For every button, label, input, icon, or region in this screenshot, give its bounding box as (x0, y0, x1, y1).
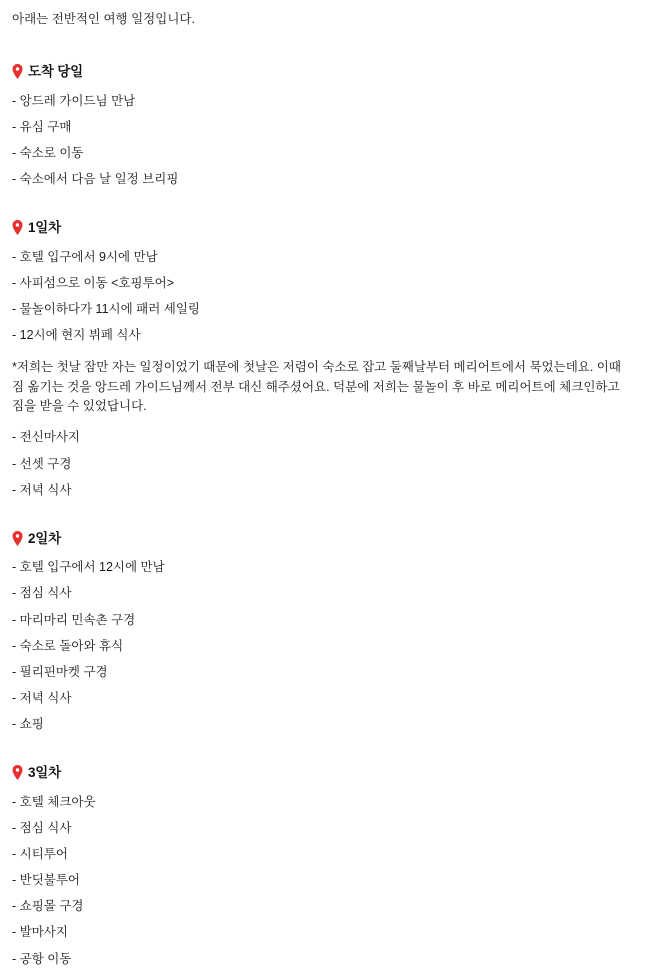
itinerary-section-day-1 (12, 218, 646, 499)
section-heading (12, 62, 646, 82)
list-item: - 저녁 식사 (12, 690, 72, 705)
map-pin-icon (12, 220, 23, 235)
section-heading (12, 763, 646, 783)
list-item: - 쇼핑몰 구경 (12, 899, 84, 914)
list-item: - 호텔 입구에서 9시에 만남 (12, 249, 158, 264)
map-pin-icon (12, 531, 23, 546)
section-title: 1일차 (28, 220, 61, 236)
list-item: - 유심 구매 (12, 119, 72, 134)
list-item: - 발마사지 (12, 925, 68, 940)
list-item: - 물놀이하다가 11시에 패러 세일링 (12, 302, 201, 316)
section-title: 도착 당일 (28, 64, 83, 80)
section-title: 3일차 (28, 765, 61, 781)
list-item: - 숙소에서 다음 날 일정 브리핑 (12, 172, 179, 187)
list-item: - 숙소로 이동 (12, 145, 84, 160)
section-heading (12, 529, 646, 549)
itinerary-section-day-3 (12, 763, 646, 967)
section-title: 2일차 (28, 530, 61, 546)
itinerary-section-day-2 (12, 529, 646, 733)
list-item: - 사피섬으로 이동 <호핑투어> (12, 275, 175, 290)
list-item: - 필리핀마켓 구경 (12, 664, 108, 679)
itinerary-section-arrival-day (12, 62, 646, 188)
list-item: - 숙소로 돌아와 휴식 (12, 638, 124, 653)
section-note: *저희는 첫날 잠만 자는 일정이었기 때문에 첫날은 저렴이 숙소로 잡고 둘째날부터 메리어트에서 묵었는데요. 이때 짐 옮기는 것을 앙드레 가이드님께서 전부 대신 해주셨어요. 덕분에 저희는 물놀이 후 바로 메리어트에 체크인하고 짐을 받을 수 있었답니다. (12, 360, 621, 413)
list-item: - 시티투어 (12, 847, 68, 861)
list-item: - 12시에 현지 뷔페 식사 (12, 328, 141, 343)
list-item: - 호텔 체크아웃 (12, 794, 96, 809)
list-item: - 앙드레 가이드님 만남 (12, 93, 136, 108)
map-pin-icon (12, 765, 23, 780)
section-heading (12, 218, 646, 238)
list-item: - 점심 식사 (12, 586, 72, 601)
list-item: - 전신마사지 (12, 430, 81, 445)
list-item: - 공항 이동 (12, 951, 72, 966)
map-pin-icon (12, 64, 23, 79)
list-item: - 선셋 구경 (12, 456, 72, 471)
list-item: - 쇼핑 (12, 717, 44, 732)
list-item: - 마리마리 민속촌 구경 (12, 612, 136, 627)
list-item: - 저녁 식사 (12, 482, 72, 497)
list-item: - 점심 식사 (12, 820, 72, 835)
list-item: - 호텔 입구에서 12시에 만남 (12, 560, 165, 575)
list-item: - 반딧불투어 (12, 873, 81, 888)
intro-paragraph: 아래는 전반적인 여행 일정입니다. (12, 12, 195, 26)
